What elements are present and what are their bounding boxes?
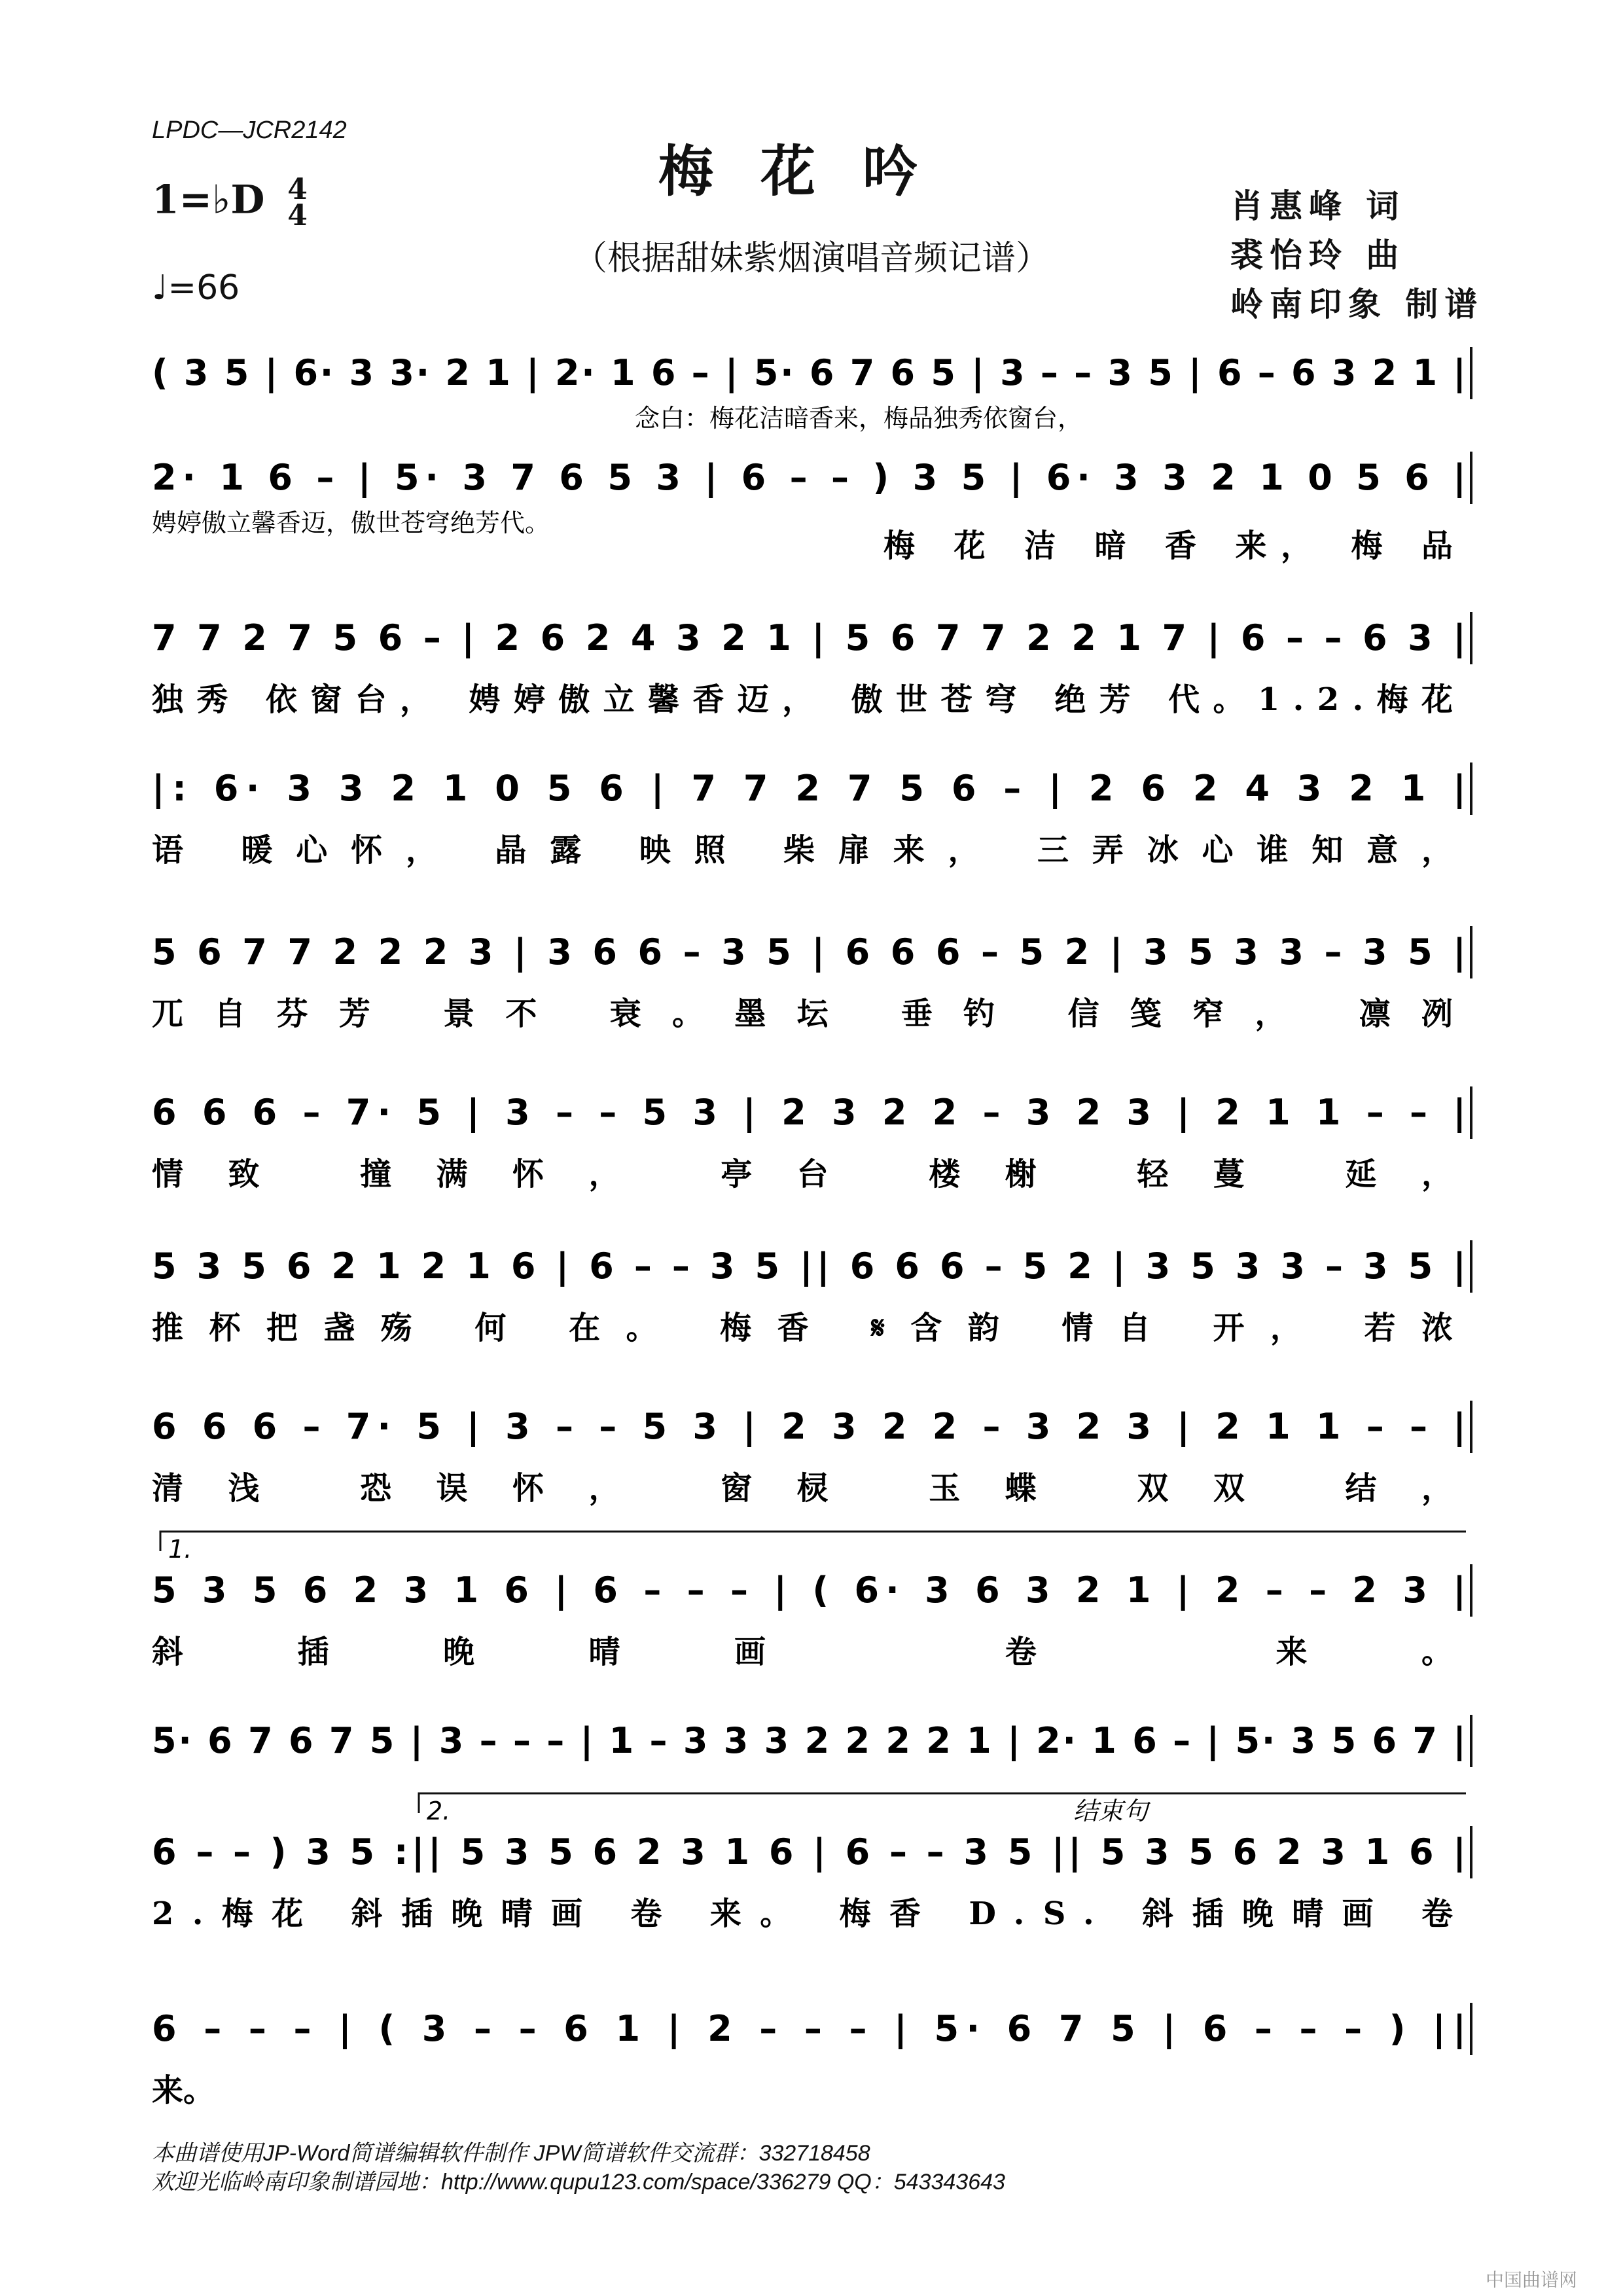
notation-line: 6 – – – | ( 3 – – 6 1 | 2 – – – | 5· 6 7 5 | 6 – – – ) || (152, 2008, 1467, 2049)
lyric-line: 2.梅花 斜插晚晴画 卷 来。 梅香 D.S. 斜插晚晴画 卷 (152, 1895, 1454, 1932)
footer-line-2: 欢迎光临岭南印象制谱园地：http://www.qupu123.com/space/336279 QQ：543343643 (152, 2170, 1005, 2195)
notation-line: 6 6 6 – 7· 5 | 3 – – 5 3 | 2 3 2 2 – 3 2 3 | 2 1 1 – – | (152, 1406, 1466, 1447)
watermark: 中国曲谱网 (1486, 2269, 1578, 2291)
spoken-lyric: 念白：梅花洁暗香来，梅品独秀依窗台， (635, 404, 1083, 433)
notation-line: 6 6 6 – 7· 5 | 3 – – 5 3 | 2 3 2 2 – 3 2 3 | 2 1 1 – – | (152, 1092, 1466, 1133)
notation-line: |: 6· 3 3 2 1 0 5 6 | 7 7 2 7 5 6 – | 2 6 2 4 3 2 1 | (152, 768, 1467, 809)
lyric-line: 来。 (152, 2072, 215, 2109)
volta-bracket (160, 1532, 1466, 1551)
notation-line: 5· 6 7 6 7 5 | 3 – – – | 1 – 3 3 3 2 2 2 2 1 | 2· 1 6 – | 5· 3 5 6 7 | (152, 1720, 1466, 1761)
key-label: 1=♭D (152, 177, 265, 223)
notation-line: 5 6 7 7 2 2 2 3 | 3 6 6 – 3 5 | 6 6 6 – 5 2 | 3 5 3 3 – 3 5 | (152, 931, 1467, 973)
lyric-line: 梅 花 洁 暗 香 来， 梅 品 (883, 528, 1453, 564)
lyric-line: 情致 撞满怀， 亭台 楼榭 轻蔓 延， (152, 1156, 1453, 1193)
lyric-line: 兀自芬芳 景不 衰。墨坛 垂钓 信笺窄， 凛冽 (152, 996, 1453, 1032)
composer: 裘怡玲 曲 (1230, 236, 1406, 274)
song-subtitle: （根据甜妹紫烟演唱音频记谱） (573, 239, 1050, 278)
volta-label: 1. (168, 1535, 192, 1564)
notation-line: 5 3 5 6 2 1 2 1 6 | 6 – – 3 5 || 6 6 6 – 5 2 | 3 5 3 3 – 3 5 | (152, 1246, 1466, 1287)
song-title: 梅花吟 (658, 139, 965, 204)
notation-line: 2· 1 6 – | 5· 3 7 6 5 3 | 6 – – ) 3 5 | 6· 3 3 2 1 0 5 6 | (152, 457, 1466, 498)
time-top: 4 (287, 173, 308, 206)
tempo-mark: ♩=66 (152, 268, 240, 308)
coda-label: 结束句 (1073, 1797, 1149, 1825)
arranger: 岭南印象 制谱 (1230, 285, 1484, 323)
notation-line: 5 3 5 6 2 3 1 6 | 6 – – – | ( 6· 3 6 3 2 1 | 2 – – 2 3 | (152, 1570, 1466, 1611)
lyricist: 肖惠峰 词 (1230, 187, 1406, 225)
lyric-line: 独秀 依窗台， 娉婷傲立馨香迈， 傲世苍穹 绝芳 代。1.2.梅花 (152, 681, 1453, 718)
time-bottom: 4 (287, 199, 308, 232)
catalog-number: LPDC—JCR2142 (152, 117, 347, 144)
volta-bracket (419, 1793, 1466, 1813)
lyric-line: 斜插晚晴画 卷 来。 (152, 1634, 1453, 1670)
volta-label: 2. (427, 1797, 451, 1825)
lyric-line: 推杯把盏殇 何 在。 梅香 𝄋含韵 情自 开， 若浓 (152, 1310, 1454, 1346)
notation-line: 7 7 2 7 5 6 – | 2 6 2 4 3 2 1 | 5 6 7 7 2 2 1 7 | 6 – – 6 3 | (152, 617, 1467, 658)
lyric-line: 清浅 恐误怀， 窗棂 玉蝶 双双 结， (152, 1470, 1453, 1507)
footer-line-1: 本曲谱使用JP-Word简谱编辑软件制作 JPW简谱软件交流群：332718458 (152, 2141, 870, 2166)
spoken-lyric: 娉婷傲立馨香迈，傲世苍穹绝芳代。 (152, 509, 550, 537)
notation-line: 6 – – ) 3 5 :|| 5 3 5 6 2 3 1 6 | 6 – – 3 5 || 5 3 5 6 2 3 1 6 | (152, 1831, 1466, 1873)
notation-line: ( 3 5 | 6· 3 3· 2 1 | 2· 1 6 – | 5· 6 7 6 5 | 3 – – 3 5 | 6 – 6 3 2 1 | (152, 352, 1467, 393)
lyric-line: 语 暖心怀， 晶露 映照 柴扉来， 三弄冰心谁知意， (152, 832, 1454, 869)
